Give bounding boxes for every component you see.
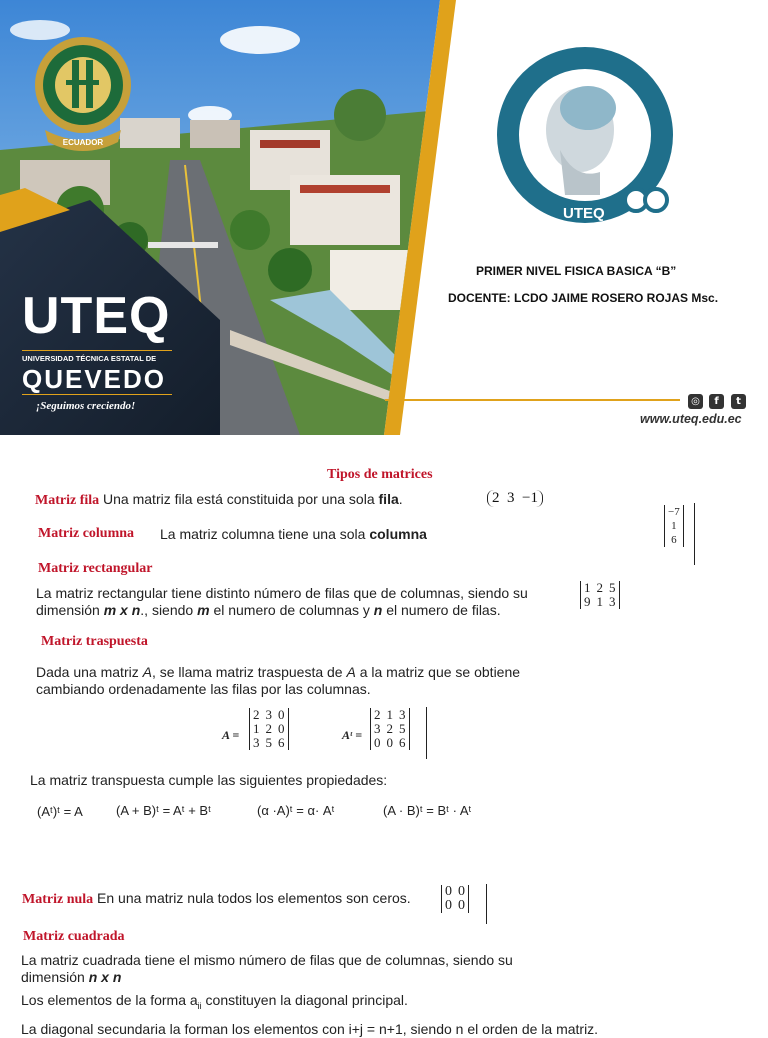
matrix-at-label: Aᵗ = [342, 728, 363, 742]
rectangular-label: Matriz rectangular [38, 561, 153, 576]
seal-country: ECUADOR [62, 138, 104, 147]
rectangular-matrix: 1 2 5 9 1 3 [580, 581, 620, 609]
cuadrada-text: La matriz cuadrada tiene el mismo número de filas que de columnas, siendo su dimensión n x n Los elementos de la forma $a_{ii}$ constituyen la diagonal principal. La diagonal secundaria la forman los elementos con i+j = n+1, siendo n el orden de la matriz. [21, 952, 599, 1037]
matrix-a-label: A = [222, 728, 240, 742]
props-intro: La matriz transpuesta cumple las siguientes propiedades: [30, 772, 388, 788]
uteq-logo-quevedo: QUEVEDO [22, 364, 167, 394]
traspuesta-label: Matriz traspuesta [41, 634, 148, 649]
matrix-a: 2 3 0 1 2 0 3 5 6 [249, 708, 289, 750]
website-link[interactable]: www.uteq.edu.ec [640, 412, 742, 426]
section-title: Tipos de matrices [327, 467, 433, 482]
faculty-logo-abbr: UTEQ [563, 205, 605, 222]
cuadrada-label: Matriz cuadrada [23, 929, 125, 944]
property-2: (A + B)ᵗ = Aᵗ + Bᵗ [116, 803, 211, 818]
twitter-icon[interactable]: t [731, 394, 746, 409]
nula-paragraph: Matriz nula En una matriz nula todos los elementos son ceros. [22, 890, 411, 907]
nula-label: Matriz nula [22, 892, 94, 907]
matrix-at: 2 1 3 3 2 5 0 0 6 [370, 708, 410, 750]
teacher-name: DOCENTE: LCDO JAIME ROSERO ROJAS Msc. [448, 291, 719, 305]
facebook-icon[interactable]: f [709, 394, 724, 409]
columna-label: Matriz columna [38, 526, 135, 541]
course-title: PRIMER NIVEL FISICA BASICA “B” [476, 264, 677, 278]
rectangular-text: La matriz rectangular tiene distinto número de filas que de columnas, siendo su dimensión m x n., siendo m el numero de columnas y n el numero de filas. [36, 585, 528, 618]
nula-matrix: 0 0 0 0 [441, 885, 469, 913]
fila-label: Matriz fila [35, 493, 100, 508]
fila-paragraph: Matriz fila Una matriz fila está constituida por una sola fila. [35, 491, 403, 508]
traspuesta-text: Dada una matriz A, se llama matriz traspuesta de A a la matriz que se obtiene cambiando ordenadamente las filas por las columnas. [36, 664, 521, 697]
property-4: (A · B)ᵗ = Bᵗ · Aᵗ [383, 803, 472, 818]
uteq-logo: UTEQ [22, 287, 171, 345]
columna-text: La matriz columna tiene una sola columna [160, 526, 427, 542]
columna-matrix: −7 1 6 [664, 505, 684, 547]
property-3: (α ·A)ᵗ = α· Aᵗ [257, 803, 335, 818]
property-1: (Aᵗ)ᵗ = A [37, 804, 83, 819]
uteq-logo-subtitle: UNIVERSIDAD TÉCNICA ESTATAL DE [22, 354, 157, 363]
instagram-icon[interactable]: ◎ [688, 394, 703, 409]
faculty-logo [497, 47, 673, 223]
slogan: ¡Seguimos creciendo! [36, 400, 136, 412]
fila-matrix: 2 3 −1 [487, 490, 543, 507]
